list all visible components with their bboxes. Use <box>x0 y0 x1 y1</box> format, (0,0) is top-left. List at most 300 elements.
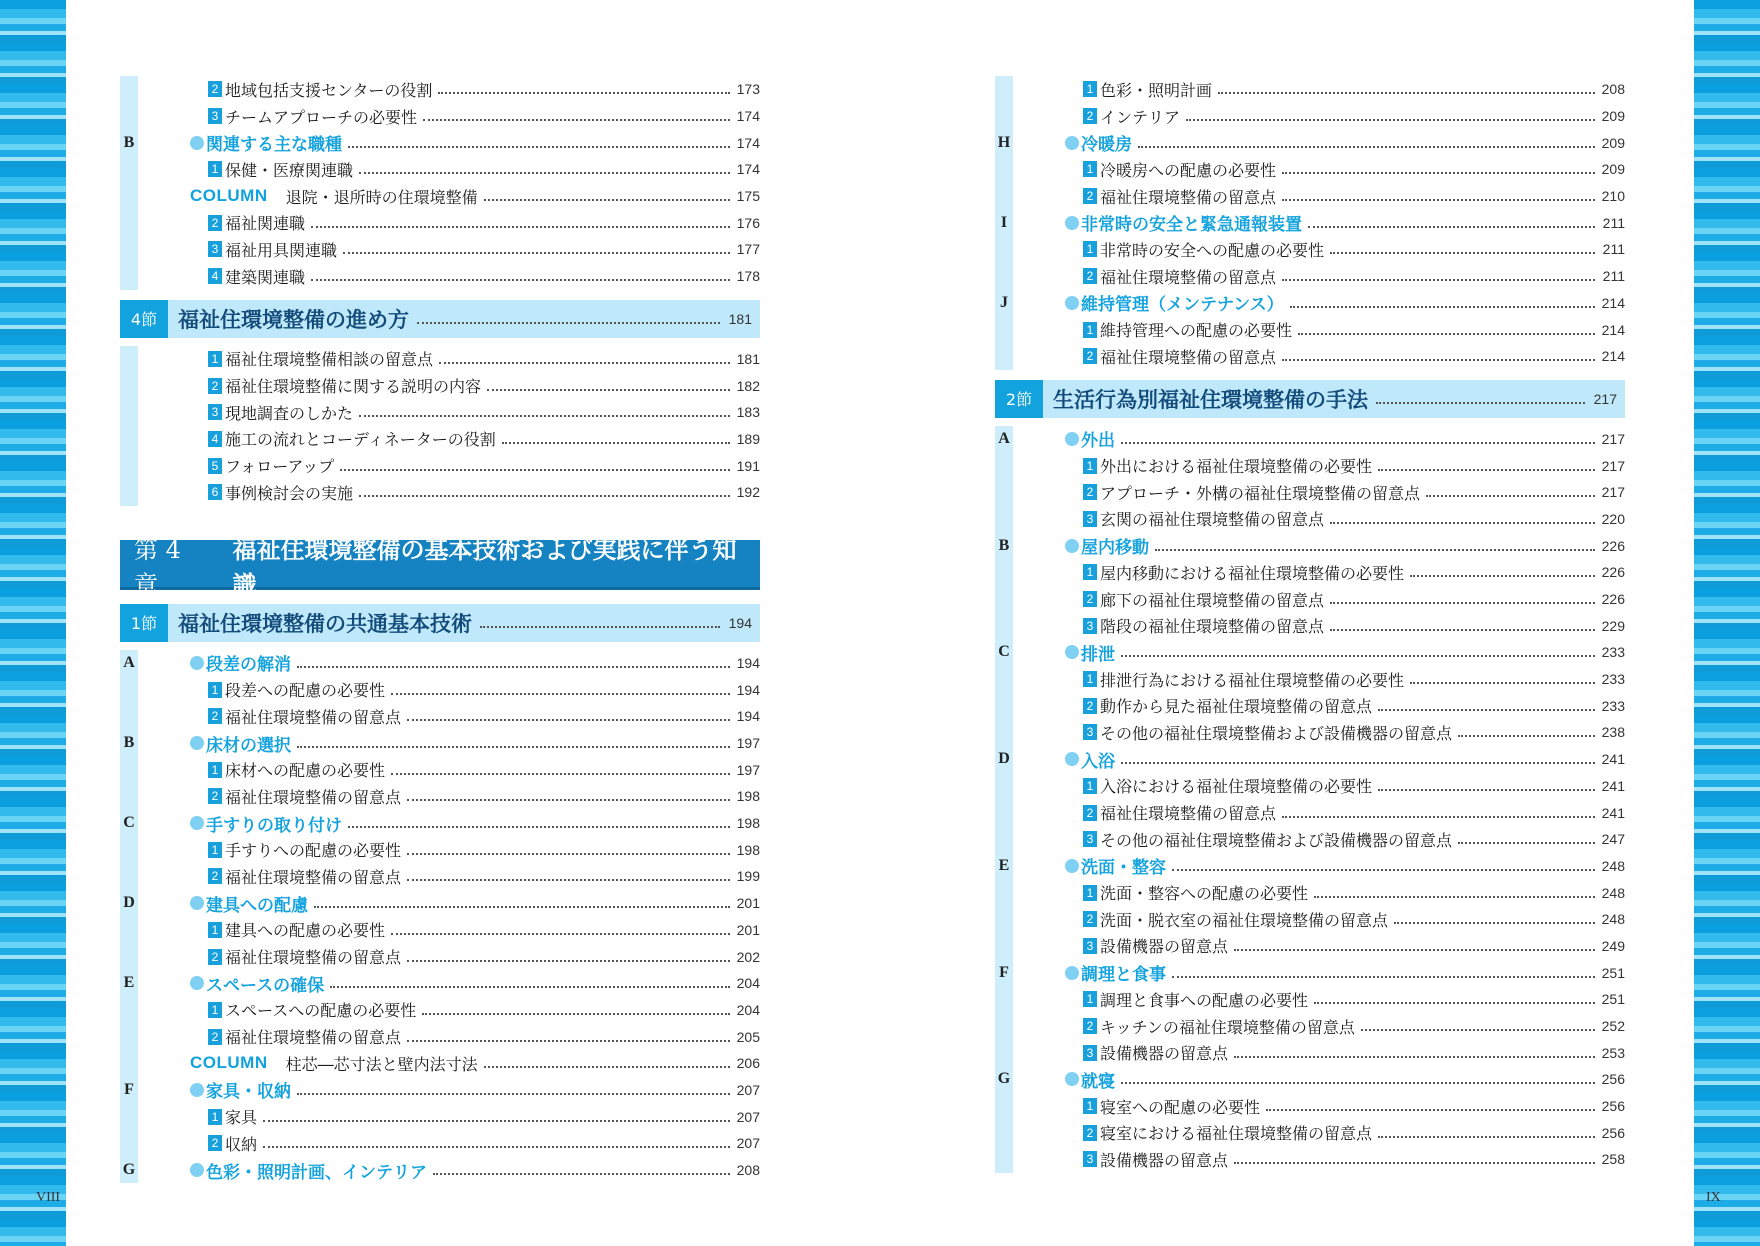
leader-dots <box>407 719 730 721</box>
entry-title: 入浴 <box>1081 751 1115 772</box>
item-number-badge: 2 <box>1083 268 1097 284</box>
leader-dots <box>1155 549 1595 551</box>
entry-title: 屋内移動 <box>1081 538 1149 559</box>
entry-title: インテリア <box>1100 107 1181 127</box>
item-number-badge: 2 <box>1083 911 1097 927</box>
page-number: 229 <box>1601 617 1625 634</box>
toc-section-entry[interactable] <box>124 1077 760 1104</box>
toc-section-entry[interactable] <box>123 890 760 917</box>
left-decorative-stripe <box>0 0 66 1246</box>
entry-title: 玄関の福祉住環境整備の留意点 <box>1100 510 1325 530</box>
leader-dots <box>502 442 730 444</box>
toc-subentry[interactable] <box>138 452 760 479</box>
circle-bullet-icon <box>190 816 204 830</box>
page-number: 191 <box>736 457 760 474</box>
page-number: 220 <box>1601 510 1625 527</box>
item-number-badge: 3 <box>208 241 222 257</box>
leader-dots <box>484 199 730 201</box>
circle-bullet-icon <box>1065 136 1079 150</box>
item-number-badge: 2 <box>208 788 222 804</box>
entry-title: スペースの確保 <box>206 975 325 996</box>
toc-subentry[interactable] <box>1013 933 1625 960</box>
page-number: 201 <box>736 895 760 912</box>
page-number: 249 <box>1601 937 1625 954</box>
circle-bullet-icon <box>190 736 204 750</box>
item-number-badge: 1 <box>1083 81 1097 97</box>
leader-dots <box>1330 629 1595 631</box>
circle-bullet-icon <box>190 896 204 910</box>
page-number: 197 <box>736 761 760 778</box>
entry-title: 退院・退所時の住環境整備 <box>285 187 478 207</box>
toc-subentry[interactable] <box>138 103 760 130</box>
toc-subentry[interactable] <box>138 399 760 426</box>
page-number: 211 <box>1602 268 1625 285</box>
item-number-badge: 5 <box>208 458 222 474</box>
entry-title: 就寝 <box>1081 1071 1115 1092</box>
leader-dots <box>314 906 730 908</box>
leader-dots <box>1378 469 1595 471</box>
page-number: 202 <box>736 948 760 965</box>
toc-subentry[interactable] <box>138 943 760 970</box>
page-folio-right: IX <box>1706 1190 1721 1205</box>
page-number: 214 <box>1601 294 1625 311</box>
toc-subentry[interactable] <box>1013 479 1625 506</box>
toc-section-entry[interactable] <box>1000 290 1625 317</box>
item-number-badge: 2 <box>1083 1125 1097 1141</box>
toc-subentry[interactable] <box>138 1023 760 1050</box>
leader-dots <box>1378 789 1595 791</box>
page-number: 194 <box>736 708 760 725</box>
toc-subentry[interactable] <box>138 917 760 944</box>
toc-section-entry[interactable] <box>998 639 1625 666</box>
leader-dots <box>1410 682 1595 684</box>
leader-dots <box>1172 976 1595 978</box>
circle-bullet-icon <box>1065 966 1079 980</box>
page-number: 211 <box>1602 241 1625 258</box>
leader-dots <box>1298 333 1595 335</box>
entry-title: 福祉住環境整備の留意点 <box>225 948 402 968</box>
page-number: 174 <box>736 108 760 125</box>
toc-section-entry[interactable] <box>999 959 1625 986</box>
leader-dots <box>263 1146 730 1148</box>
toc-subentry[interactable] <box>1013 826 1625 853</box>
page-number: 209 <box>1601 108 1625 125</box>
item-number-badge: 2 <box>1083 698 1097 714</box>
page-number: 207 <box>736 1081 760 1098</box>
chapter-title: 福祉住環境整備の基本技術および実践に伴う知識 <box>232 535 737 599</box>
leader-dots <box>1378 1136 1595 1138</box>
entry-title: 福祉関連職 <box>225 214 306 234</box>
leader-dots <box>1330 522 1595 524</box>
leader-dots <box>391 773 730 775</box>
section-letter: F <box>124 1080 134 1098</box>
entry-title: 段差の解消 <box>206 655 291 676</box>
leader-dots <box>1330 252 1595 254</box>
entry-title: 福祉住環境整備の留意点 <box>225 707 402 727</box>
item-number-badge: 1 <box>208 762 222 778</box>
item-number-badge: 6 <box>208 484 222 500</box>
toc-subentry[interactable] <box>1013 799 1625 826</box>
section-tag: 2節 <box>995 380 1043 418</box>
page-number: 207 <box>736 1135 760 1152</box>
toc-section-entry[interactable] <box>998 746 1625 773</box>
page-number: 174 <box>736 161 760 178</box>
leader-dots <box>1330 602 1595 604</box>
entry-title: 現地調査のしかた <box>225 403 354 423</box>
toc-subentry[interactable] <box>138 836 760 863</box>
leader-dots <box>1376 402 1585 404</box>
entry-title: 手すりの取り付け <box>206 815 342 836</box>
toc-subentry[interactable] <box>1013 156 1625 183</box>
circle-bullet-icon <box>1065 859 1079 873</box>
entry-title: 柱芯―芯寸法と壁内法寸法 <box>285 1054 478 1074</box>
toc-subentry[interactable] <box>1013 1093 1625 1120</box>
toc-subentry[interactable] <box>138 1130 760 1157</box>
page-number: 178 <box>736 268 760 285</box>
entry-title: 設備機器の留意点 <box>1100 1150 1229 1170</box>
section-letter: A <box>123 653 135 671</box>
toc-subentry[interactable] <box>1013 906 1625 933</box>
circle-bullet-icon <box>190 1163 204 1177</box>
toc-subentry[interactable] <box>1013 236 1625 263</box>
page-number: 233 <box>1601 671 1625 688</box>
section-letter: G <box>997 1070 1011 1088</box>
page-number: 205 <box>736 1028 760 1045</box>
leader-dots <box>1410 575 1595 577</box>
entry-title: 冷暖房への配慮の必要性 <box>1100 160 1277 180</box>
entry-title: 洗面・脱衣室の福祉住環境整備の留意点 <box>1100 910 1389 930</box>
item-number-badge: 1 <box>1083 161 1097 177</box>
item-number-badge: 2 <box>1083 484 1097 500</box>
leader-dots <box>1234 1162 1595 1164</box>
section-header-2[interactable] <box>995 380 1625 418</box>
toc-subentry[interactable] <box>1013 1119 1625 1146</box>
entry-title: 関連する主な職種 <box>206 135 342 156</box>
toc-subentry[interactable] <box>138 1103 760 1130</box>
entry-title: 福祉住環境整備相談の留意点 <box>225 350 434 370</box>
leader-dots <box>359 172 730 174</box>
toc-subentry[interactable] <box>1013 316 1625 343</box>
toc-subentry[interactable] <box>138 346 760 373</box>
toc-section-entry[interactable] <box>998 853 1625 880</box>
page-number: 252 <box>1601 1018 1625 1035</box>
item-number-badge: 4 <box>208 268 222 284</box>
item-number-badge: 1 <box>208 682 222 698</box>
toc-subentry[interactable] <box>1013 76 1625 103</box>
toc-block <box>995 426 1625 1173</box>
toc-subentry[interactable] <box>1013 879 1625 906</box>
page-number: 198 <box>736 841 760 858</box>
entry-title: 段差への配慮の必要性 <box>225 681 386 701</box>
toc-subentry[interactable] <box>1013 1039 1625 1066</box>
item-number-badge: 2 <box>208 81 222 97</box>
toc-subentry[interactable] <box>1013 586 1625 613</box>
toc-block <box>120 650 760 1184</box>
toc-subentry[interactable] <box>138 236 760 263</box>
item-number-badge: 2 <box>208 708 222 724</box>
entry-title: 家具・収納 <box>206 1082 291 1103</box>
leader-dots <box>1121 1082 1595 1084</box>
toc-subentry[interactable] <box>1013 773 1625 800</box>
item-number-badge: 2 <box>208 868 222 884</box>
toc-subentry[interactable] <box>1013 666 1625 693</box>
toc-block <box>120 346 760 506</box>
leader-dots <box>1234 1056 1595 1058</box>
page-number: 217 <box>1601 457 1625 474</box>
page-number: 194 <box>728 614 752 631</box>
section-letter: C <box>998 643 1010 661</box>
toc-subentry[interactable] <box>138 156 760 183</box>
leader-dots <box>359 495 730 497</box>
circle-bullet-icon <box>190 136 204 150</box>
toc-subentry[interactable] <box>138 863 760 890</box>
item-number-badge: 1 <box>208 922 222 938</box>
item-number-badge: 3 <box>1083 618 1097 634</box>
toc-subentry[interactable] <box>138 703 760 730</box>
circle-bullet-icon <box>190 976 204 990</box>
column-tag: COLUMN <box>190 1053 268 1073</box>
section-letter: D <box>998 750 1010 768</box>
page-number: 256 <box>1601 1071 1625 1088</box>
page-number: 209 <box>1601 134 1625 151</box>
item-number-badge: 3 <box>1083 938 1097 954</box>
leader-dots <box>343 252 730 254</box>
page-number: 181 <box>736 350 760 367</box>
page-number: 198 <box>736 788 760 805</box>
circle-bullet-icon <box>190 656 204 670</box>
toc-rail <box>120 346 138 506</box>
toc-subentry[interactable] <box>138 372 760 399</box>
entry-title: 福祉住環境整備の留意点 <box>225 1028 402 1048</box>
toc-section-entry[interactable] <box>123 129 760 156</box>
leader-dots <box>417 322 720 324</box>
page-number: 217 <box>1601 430 1625 447</box>
page-number: 233 <box>1601 644 1625 661</box>
toc-subentry[interactable] <box>1013 263 1625 290</box>
item-number-badge: 1 <box>1083 885 1097 901</box>
item-number-badge: 1 <box>1083 241 1097 257</box>
page-number: 247 <box>1601 831 1625 848</box>
page-number: 194 <box>736 654 760 671</box>
page-number: 241 <box>1601 804 1625 821</box>
page-number: 210 <box>1601 188 1625 205</box>
item-number-badge: 2 <box>1083 591 1097 607</box>
toc-subentry[interactable] <box>138 756 760 783</box>
toc-subentry[interactable] <box>1013 343 1625 370</box>
toc-section-entry[interactable] <box>997 129 1625 156</box>
toc-subentry[interactable] <box>138 783 760 810</box>
circle-bullet-icon <box>1065 432 1079 446</box>
leader-dots <box>480 626 720 628</box>
leader-dots <box>439 362 730 364</box>
entry-title: 福祉住環境整備に関する説明の内容 <box>225 377 482 397</box>
page-number: 176 <box>736 214 760 231</box>
page-number: 182 <box>736 377 760 394</box>
leader-dots <box>1121 655 1595 657</box>
entry-title: その他の福祉住環境整備および設備機器の留意点 <box>1100 830 1453 850</box>
toc-subentry[interactable] <box>1013 692 1625 719</box>
section-title: 生活行為別福祉住環境整備の手法 <box>1053 387 1368 412</box>
item-number-badge: 3 <box>1083 511 1097 527</box>
item-number-badge: 3 <box>1083 1151 1097 1167</box>
item-number-badge: 2 <box>208 1029 222 1045</box>
circle-bullet-icon <box>1065 645 1079 659</box>
item-number-badge: 3 <box>1083 724 1097 740</box>
entry-title: 手すりへの配慮の必要性 <box>225 841 402 861</box>
page-number: 204 <box>736 975 760 992</box>
toc-subentry[interactable] <box>1013 1146 1625 1173</box>
entry-title: 冷暖房 <box>1081 135 1132 156</box>
page-number: 183 <box>736 404 760 421</box>
entry-title: 色彩・照明計画 <box>1100 80 1213 100</box>
toc-subentry[interactable] <box>138 426 760 453</box>
circle-bullet-icon <box>1065 752 1079 766</box>
page-number: 248 <box>1601 884 1625 901</box>
leader-dots <box>1186 119 1595 121</box>
entry-title: フォローアップ <box>225 457 335 477</box>
toc-section-entry[interactable] <box>122 1157 760 1184</box>
leader-dots <box>340 469 730 471</box>
entry-title: 福祉住環境整備の留意点 <box>1100 347 1277 367</box>
section-header-4[interactable] <box>120 300 760 338</box>
toc-subentry[interactable] <box>1013 612 1625 639</box>
page-number: 204 <box>736 1001 760 1018</box>
toc-column-entry[interactable] <box>138 1050 760 1077</box>
toc-subentry[interactable] <box>1013 506 1625 533</box>
leader-dots <box>348 146 730 148</box>
toc-subentry[interactable] <box>1013 559 1625 586</box>
section-letter: B <box>123 133 135 151</box>
toc-subentry[interactable] <box>138 479 760 506</box>
page-number: 175 <box>736 188 760 205</box>
page-folio-left: VIII <box>36 1190 61 1205</box>
item-number-badge: 3 <box>1083 1045 1097 1061</box>
toc-column-entry[interactable] <box>138 183 760 210</box>
leader-dots <box>407 853 730 855</box>
item-number-badge: 4 <box>208 431 222 447</box>
leader-dots <box>1426 495 1595 497</box>
section-letter: B <box>998 536 1010 554</box>
toc-section-entry[interactable] <box>123 730 760 757</box>
page-number: 208 <box>736 1162 760 1179</box>
toc-section-entry[interactable] <box>123 650 760 677</box>
page-number: 241 <box>1601 777 1625 794</box>
toc-subentry[interactable] <box>138 263 760 290</box>
entry-title: 福祉住環境整備の留意点 <box>1100 267 1277 287</box>
section-title: 福祉住環境整備の進め方 <box>178 307 409 332</box>
toc-section-entry[interactable] <box>123 970 760 997</box>
entry-title: 福祉住環境整備の留意点 <box>1100 187 1277 207</box>
toc-section-entry[interactable] <box>1000 209 1625 236</box>
toc-subentry[interactable] <box>138 997 760 1024</box>
section-letter: H <box>997 133 1011 151</box>
entry-title: スペースへの配慮の必要性 <box>225 1001 417 1021</box>
leader-dots <box>407 799 730 801</box>
toc-subentry[interactable] <box>1013 719 1625 746</box>
toc-section-entry[interactable] <box>997 1066 1625 1093</box>
toc-subentry[interactable] <box>1013 986 1625 1013</box>
entry-title: 階段の福祉住環境整備の留意点 <box>1100 617 1325 637</box>
page-number: 177 <box>736 241 760 258</box>
page-number: 207 <box>736 1108 760 1125</box>
toc-subentry[interactable] <box>1013 103 1625 130</box>
item-number-badge: 3 <box>1083 831 1097 847</box>
leader-dots <box>1290 306 1595 308</box>
toc-subentry[interactable] <box>138 676 760 703</box>
entry-title: 床材への配慮の必要性 <box>225 761 386 781</box>
page-number: 233 <box>1601 697 1625 714</box>
section-letter: B <box>123 734 135 752</box>
section-letter: G <box>122 1161 136 1179</box>
page-number: 258 <box>1601 1151 1625 1168</box>
toc-subentry[interactable] <box>1013 1013 1625 1040</box>
toc-subentry[interactable] <box>138 209 760 236</box>
leader-dots <box>423 119 730 121</box>
leader-dots <box>1121 442 1595 444</box>
item-number-badge: 2 <box>1083 108 1097 124</box>
leader-dots <box>1458 735 1595 737</box>
item-number-badge: 2 <box>208 215 222 231</box>
leader-dots <box>1121 762 1595 764</box>
leader-dots <box>330 986 730 988</box>
item-number-badge: 2 <box>208 1135 222 1151</box>
page-number: 198 <box>736 815 760 832</box>
toc-subentry[interactable] <box>1013 452 1625 479</box>
leader-dots <box>1361 1029 1595 1031</box>
entry-title: 保健・医療関連職 <box>225 160 354 180</box>
entry-title: 非常時の安全と緊急通報装置 <box>1081 215 1302 236</box>
leader-dots <box>438 92 730 94</box>
right-page <box>995 76 1625 1173</box>
leader-dots <box>1282 359 1595 361</box>
leader-dots <box>1282 279 1595 281</box>
item-number-badge: 1 <box>1083 671 1097 687</box>
item-number-badge: 2 <box>1083 1018 1097 1034</box>
toc-section-entry[interactable] <box>998 426 1625 453</box>
page-number: 194 <box>736 681 760 698</box>
circle-bullet-icon <box>1065 1072 1079 1086</box>
circle-bullet-icon <box>190 1083 204 1097</box>
item-number-badge: 1 <box>1083 458 1097 474</box>
entry-title: 福祉住環境整備の留意点 <box>225 787 402 807</box>
section-tag: 4節 <box>120 300 168 338</box>
section-letter: F <box>999 963 1009 981</box>
item-number-badge: 3 <box>208 404 222 420</box>
leader-dots <box>407 1040 730 1042</box>
entry-title: 事例検討会の実施 <box>225 483 354 503</box>
entry-title: その他の福祉住環境整備および設備機器の留意点 <box>1100 723 1453 743</box>
toc-subentry[interactable] <box>138 76 760 103</box>
item-number-badge: 1 <box>208 351 222 367</box>
page-number: 214 <box>1601 321 1625 338</box>
leader-dots <box>1218 92 1595 94</box>
toc-section-entry[interactable] <box>998 532 1625 559</box>
item-number-badge: 1 <box>1083 1098 1097 1114</box>
chapter-number: 第 4 章 <box>134 535 181 599</box>
entry-title: 廊下の福祉住環境整備の留意点 <box>1100 590 1325 610</box>
page-number: 226 <box>1601 537 1625 554</box>
page-number: 226 <box>1601 591 1625 608</box>
toc-subentry[interactable] <box>1013 183 1625 210</box>
page-number: 248 <box>1601 857 1625 874</box>
toc-section-entry[interactable] <box>123 810 760 837</box>
section-header-1[interactable] <box>120 604 760 642</box>
entry-title: 外出における福祉住環境整備の必要性 <box>1100 457 1373 477</box>
entry-title: 床材の選択 <box>206 735 291 756</box>
chapter-header[interactable] <box>120 535 760 599</box>
page-number: 251 <box>1601 964 1625 981</box>
page-number: 201 <box>736 921 760 938</box>
